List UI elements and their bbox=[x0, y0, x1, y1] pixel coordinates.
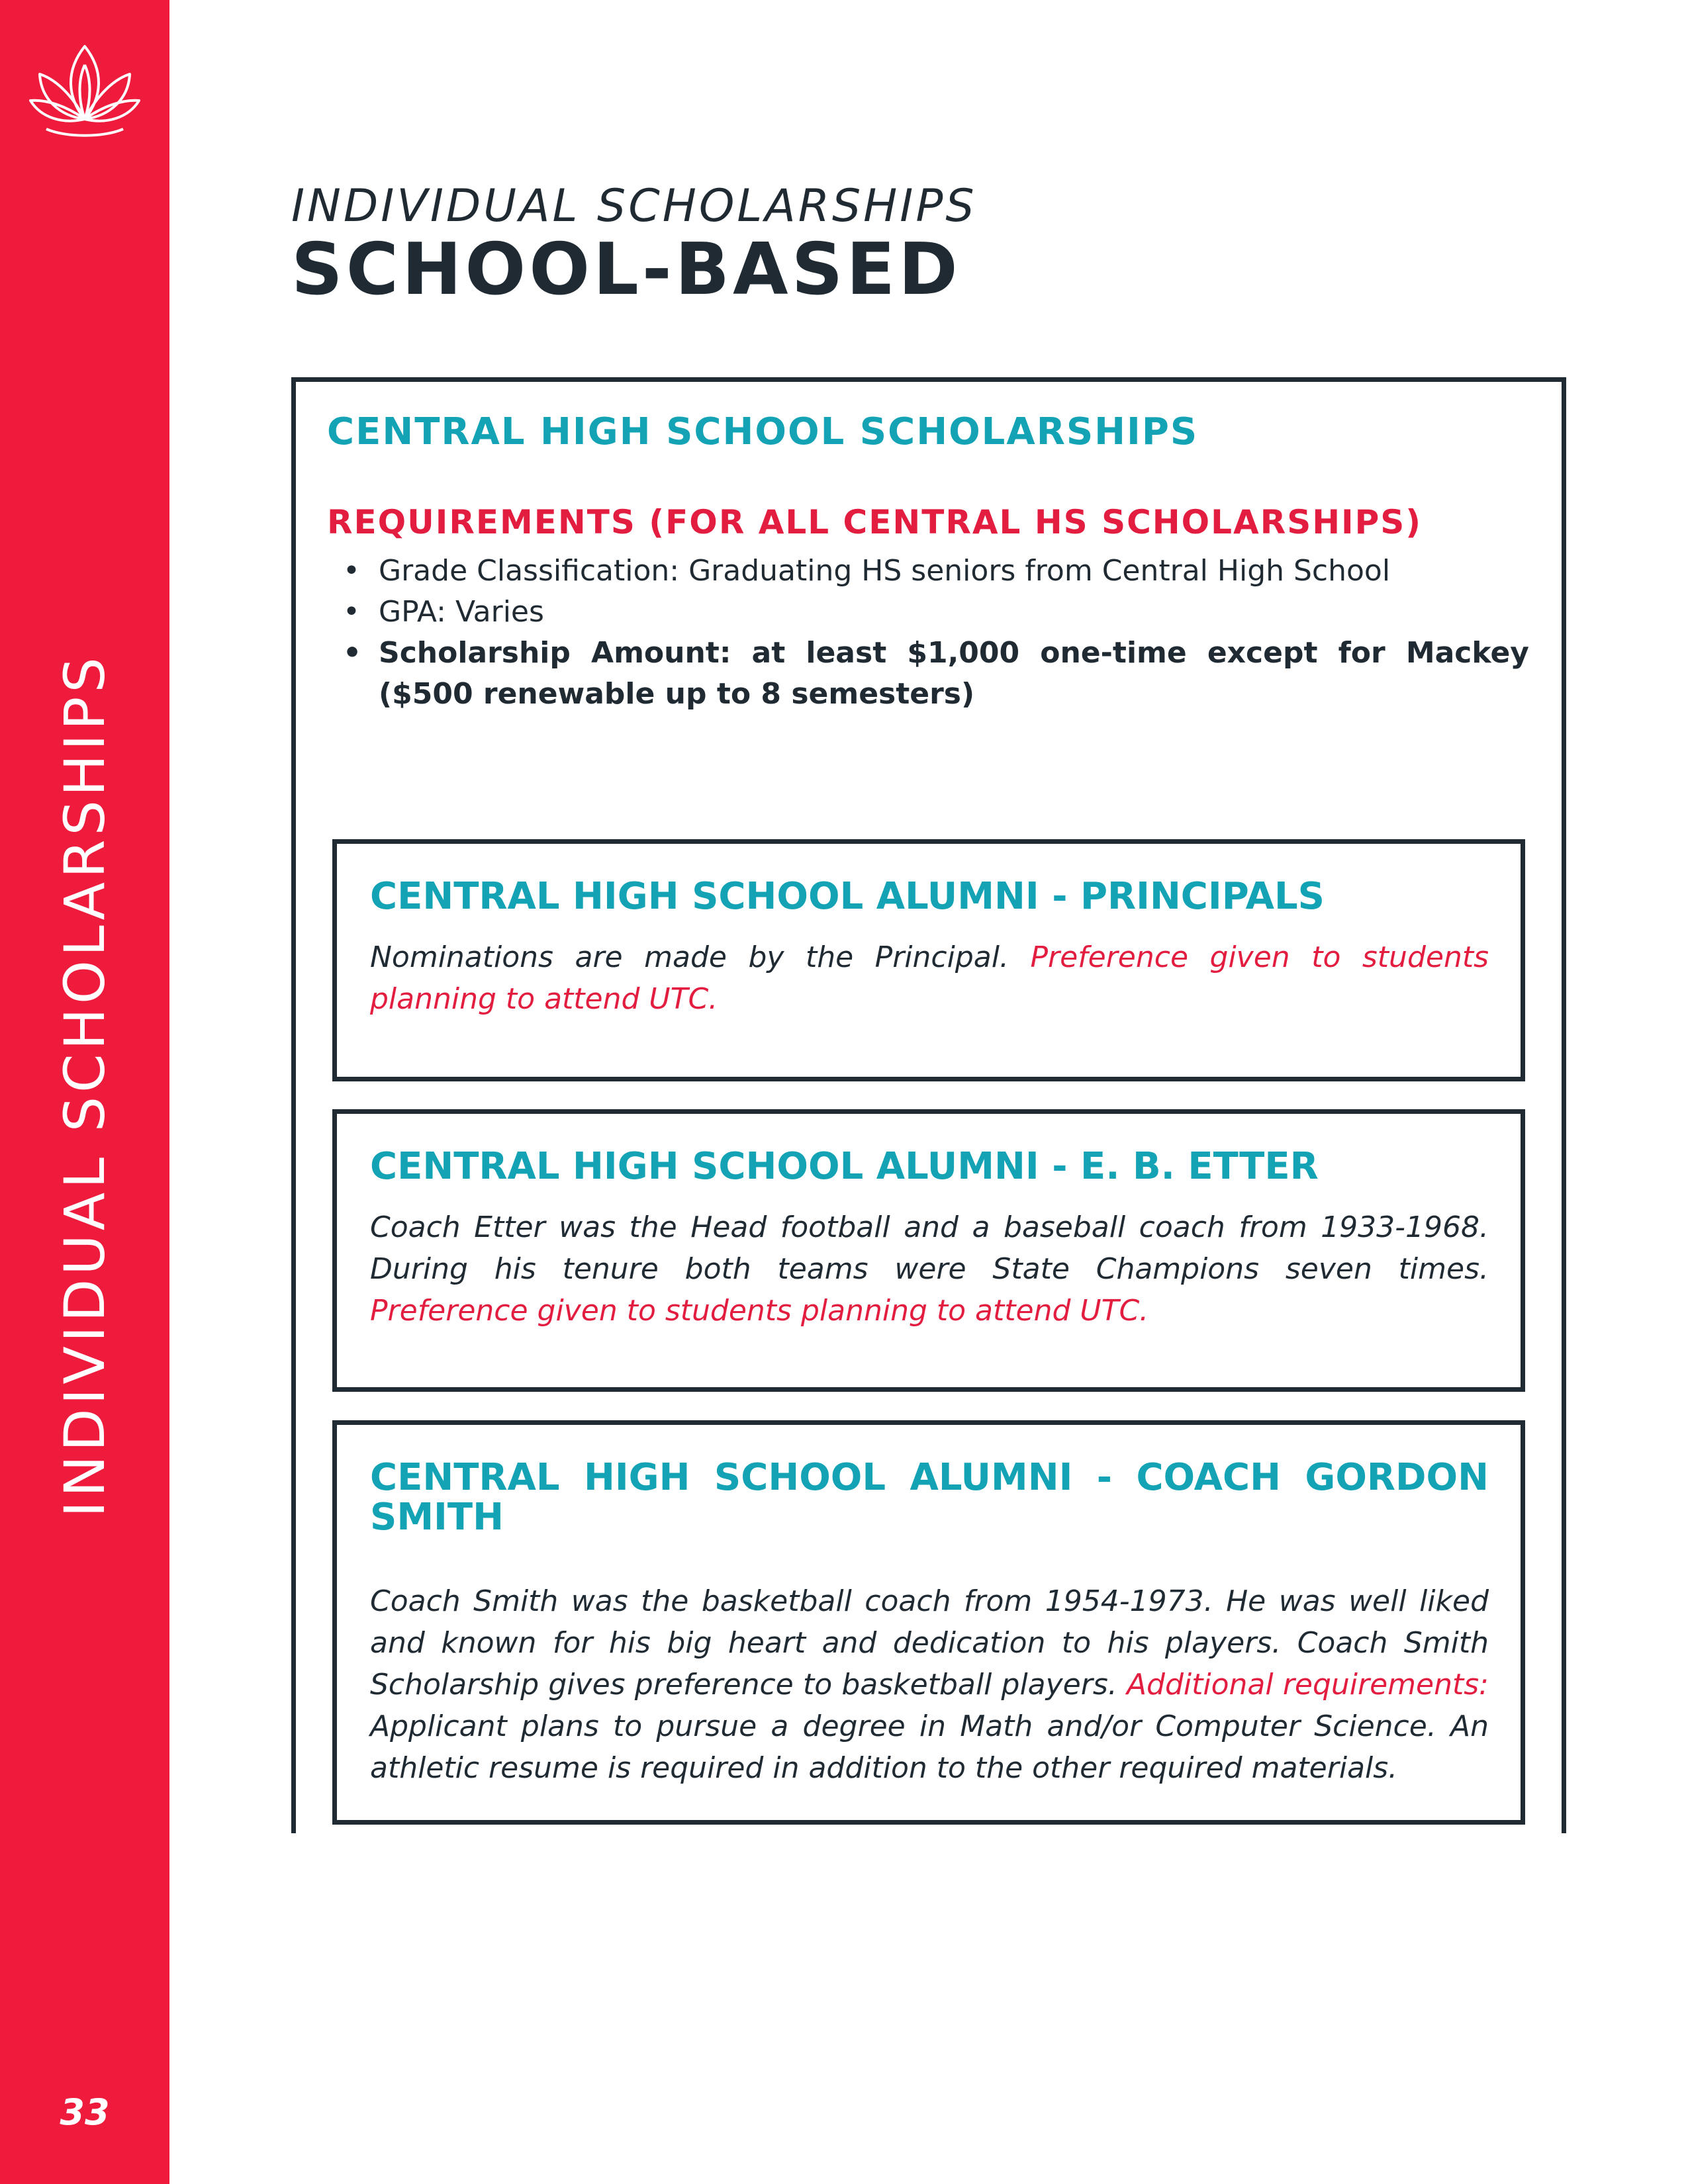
card-title: CENTRAL HIGH SCHOOL ALUMNI - COACH GORDON SMITH bbox=[370, 1456, 1489, 1539]
requirement-grade: Grade Classification: Graduating HS seniors from Central High School bbox=[379, 554, 1391, 588]
page-kicker: INDIVIDUAL SCHOLARSHIPS bbox=[291, 180, 977, 232]
page-title: SCHOOL-BASED bbox=[291, 228, 961, 311]
list-item bbox=[338, 592, 1529, 633]
list-item bbox=[338, 551, 1529, 592]
card-preference-note: Preference given to students planning to attend UTC. bbox=[370, 1294, 1149, 1328]
card-body bbox=[370, 936, 1489, 1020]
page-number: 33 bbox=[60, 2091, 110, 2133]
sidebar-vertical-label: INDIVIDUAL SCHOLARSHIPS bbox=[52, 653, 117, 1518]
scholarship-card-principals bbox=[332, 839, 1525, 1081]
card-description: Nominations are made by the Principal. bbox=[370, 940, 1031, 974]
requirement-gpa: GPA: Varies bbox=[379, 595, 544, 629]
list-item bbox=[338, 633, 1529, 715]
card-preference-note: Preference given to students planning to attend UTC. bbox=[370, 940, 1489, 1016]
card-body bbox=[370, 1206, 1489, 1332]
requirements-heading: REQUIREMENTS (FOR ALL CENTRAL HS SCHOLARSHIPS) bbox=[327, 503, 1423, 541]
requirement-amount: Scholarship Amount: at least $1,000 one-time except for Mackey ($500 renewable up to 8 semesters) bbox=[379, 636, 1529, 711]
card-body bbox=[370, 1580, 1489, 1789]
section-heading: CENTRAL HIGH SCHOOL SCHOLARSHIPS bbox=[327, 410, 1199, 453]
card-description: Coach Smith was the basketball coach from 1954-1973. He was well liked and known for his big heart and dedication to his players. Coach Smith Scholarship gives preference to basketball players. bbox=[370, 1584, 1489, 1702]
lotus-icon bbox=[26, 33, 143, 146]
card-description: Coach Etter was the Head football and a baseball coach from 1933-1968. During his tenure both teams were State Champions seven times. bbox=[370, 1210, 1489, 1286]
scholarship-card-gordon-smith bbox=[332, 1420, 1525, 1825]
card-title: CENTRAL HIGH SCHOOL ALUMNI - PRINCIPALS bbox=[370, 875, 1325, 918]
requirements-list bbox=[338, 551, 1529, 715]
bullet-icon: • bbox=[343, 636, 362, 670]
sidebar bbox=[0, 0, 169, 2184]
bullet-icon: • bbox=[343, 595, 360, 629]
card-additional-requirements: Applicant plans to pursue a degree in Math and/or Computer Science. An athletic resume is required in addition to the other required materials. bbox=[370, 1709, 1489, 1785]
card-title: CENTRAL HIGH SCHOOL ALUMNI - E. B. ETTER bbox=[370, 1145, 1319, 1188]
scholarship-card-etter bbox=[332, 1109, 1525, 1392]
card-additional-requirements-label: Additional requirements: bbox=[1126, 1668, 1489, 1702]
bullet-icon: • bbox=[343, 554, 360, 588]
